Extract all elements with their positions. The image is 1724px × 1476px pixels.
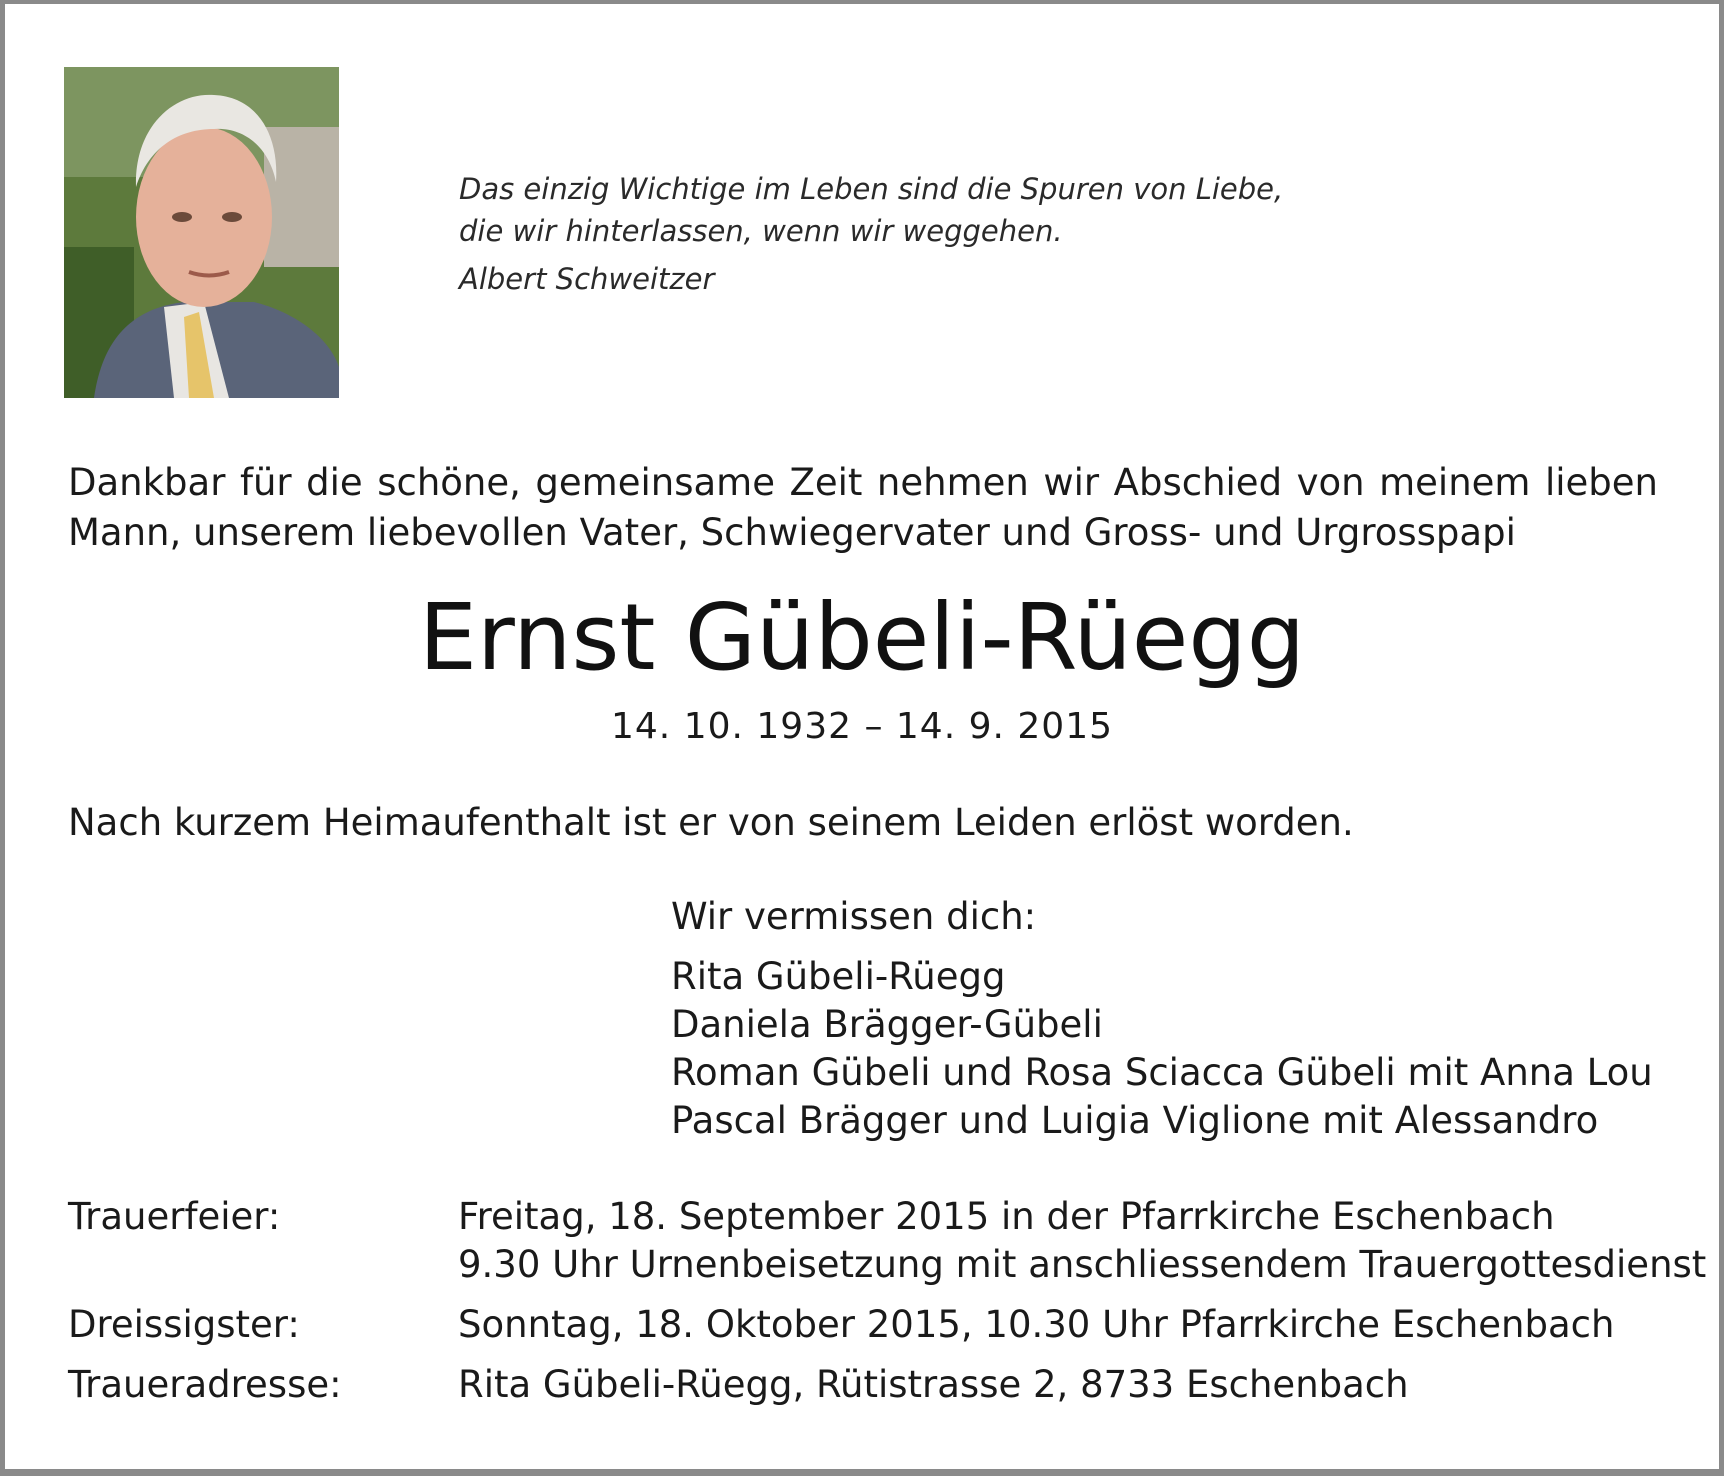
deceased-name: Ernst Gübeli-Rüegg [418,584,1306,691]
intro-line: Mann, unserem liebevollen Vater, Schwiegervater und Gross- und Urgrosspapi [68,511,1516,554]
quote-line: die wir hinterlassen, wenn wir weggehen. [459,214,1063,248]
portrait-photo [64,67,339,398]
quote-block [459,168,1283,300]
mourners-block [671,893,1653,1145]
intro-line: Dankbar für die schöne, gemeinsame Zeit nehmen wir Abschied von meinem lieben [68,461,1658,504]
service-details [68,1193,1706,1409]
funeral-row [68,1193,1706,1289]
funeral-line: 9.30 Uhr Urnenbeisetzung mit anschliessendem Trauergottesdienst [458,1243,1707,1286]
address-value: Rita Gübeli-Rüegg, Rütistrasse 2, 8733 Eschenbach [458,1363,1409,1406]
intro-text [68,458,1658,558]
life-dates: 14. 10. 1932 – 14. 9. 2015 [611,706,1113,747]
passing-note: Nach kurzem Heimaufenthalt ist er von seinem Leiden erlöst worden. [68,801,1354,844]
funeral-line: Freitag, 18. September 2015 in der Pfarrkirche Eschenbach [458,1195,1555,1238]
quote-line: Das einzig Wichtige im Leben sind die Spuren von Liebe, [459,172,1284,206]
quote-author: Albert Schweitzer [459,262,715,296]
funeral-label: Trauerfeier: [68,1195,281,1238]
thirtieth-value: Sonntag, 18. Oktober 2015, 10.30 Uhr Pfarrkirche Eschenbach [458,1303,1615,1346]
thirtieth-label: Dreissigster: [68,1303,300,1346]
address-label: Traueradresse: [68,1363,342,1406]
mourner-name: Pascal Brägger und Luigia Viglione mit Alessandro [671,1099,1599,1142]
mourner-name: Daniela Brägger-Gübeli [671,1003,1103,1046]
address-row [68,1361,1706,1409]
mourner-name: Roman Gübeli und Rosa Sciacca Gübeli mit Anna Lou [671,1051,1653,1094]
thirtieth-row [68,1301,1706,1349]
mourner-name: Rita Gübeli-Rüegg [671,955,1006,998]
mourners-heading: Wir vermissen dich: [671,895,1037,938]
funeral-value [458,1193,1706,1289]
